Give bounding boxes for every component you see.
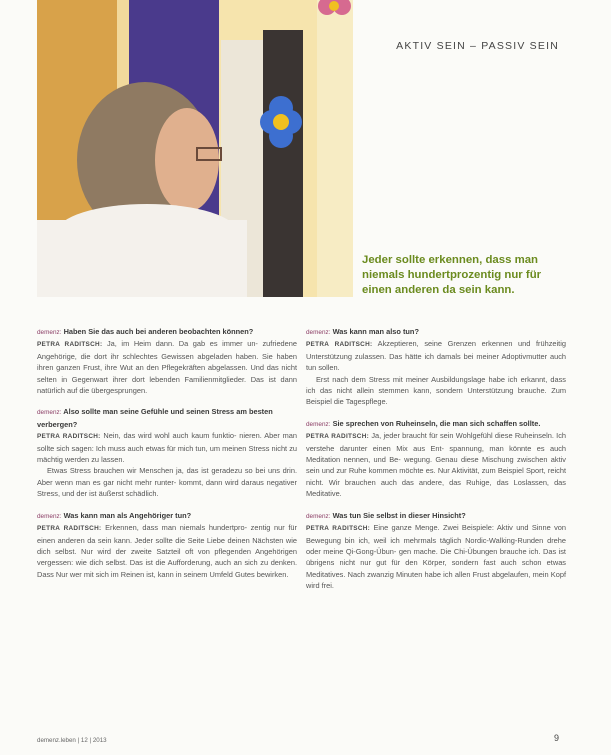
- qa-tag: demenz:: [37, 512, 62, 520]
- portrait-photo: [37, 0, 353, 297]
- right-column: [306, 326, 566, 602]
- footer-credit: demenz.leben | 12 | 2013: [37, 737, 107, 744]
- answer: PETRA RADITSCH: Erkennen, dass man niemals hundertpro- zentig nur für einen anderen da sein kann. Jeder sollte die Seite Liebe deinen Nächsten wie dich selbst. Nur wird der zweite Satzteil oft von pflegenden Angehörigen vergessen: wie dich selbst. Das ist die Aufforderung, auch an sich zu denken. Dass Nur wer mit sich im Reinen ist, kann in seinem Umfeld Gutes bewirken.: [37, 523, 297, 579]
- qa-tag: demenz:: [306, 512, 331, 520]
- question: demenz: Also sollte man seine Gefühle und seinen Stress am besten verbergen?: [37, 407, 273, 429]
- answer: PETRA RADITSCH: Eine ganze Menge. Zwei Beispiele: Aktiv und Sinne von Bewegung bin ich, weil ich mehrmals täglich Nordic-Walking-Runden drehe oder meine Qi-Gong-Übun- gen mache. Die Chi-Übungen brauche ich. Das ist übrigens nicht nur gut für den Körper, sondern fast auch schon etwas Meditatives. Nach zwanzig Minuten habe ich allen Frust abgelaufen, mein Kopf wird frei.: [306, 523, 566, 591]
- speaker-label: PETRA RADITSCH:: [306, 341, 373, 349]
- question: demenz: Was tun Sie selbst in dieser Hinsicht?: [306, 510, 466, 520]
- question: demenz: Was kann man als Angehöriger tun?: [37, 510, 192, 520]
- speaker-label: PETRA RADITSCH:: [37, 433, 101, 441]
- left-column: [37, 326, 297, 590]
- question: demenz: Haben Sie das auch bei anderen beobachten können?: [37, 327, 254, 336]
- qa-tag: demenz:: [306, 329, 331, 336]
- speaker-label: PETRA RADITSCH:: [306, 433, 370, 441]
- answer: PETRA RADITSCH: Akzeptieren, seine Grenzen erkennen und frühzeitig Unterstützung zulassen. Das hätte ich damals bei meiner Adoptivmutter auch tun sollen.: [306, 339, 566, 373]
- qa-tag: demenz:: [37, 409, 62, 417]
- question: demenz: Was kann man also tun?: [306, 327, 419, 336]
- answer: PETRA RADITSCH: Ja, im Heim dann. Da gab es immer un- zufriedene Angehörige, die dort ihr schlechtes Gewissen abgeladen haben. Sie haben ihren ganzen Frust, ihre Wut an den Pflegekräften abgelassen. Und das nicht selten in Gegenwart ihrer dort lebenden Familienmitglieder. Das ist dann natürlich auf die übergesprungen.: [37, 339, 298, 396]
- question: demenz: Sie sprechen von Ruheinseln, die man sich schaffen sollte.: [306, 418, 541, 428]
- pull-quote: Jeder sollte erkennen, dass man niemals hundertprozentig nur für einen anderen da sein kann.: [362, 254, 542, 296]
- answer: PETRA RADITSCH: Ja, jeder braucht für sein Wohlgefühl diese Ruheinseln. Ich verstehe darunter einen Mix aus Ent- spannung, man könnte es auch Meditation nennen, und Be- wegung. Genau diese Mischung zwischen aktiv sein und zur Ruhe kommen möchte es. Nur Aktivität, zum Beispiel Sport, reicht nicht. Wir brauchen auch das andere, das Ruhige, das Loslassen, das Meditative.: [306, 431, 566, 499]
- page-number: 9: [553, 733, 559, 743]
- speaker-label: PETRA RADITSCH:: [37, 341, 103, 349]
- speaker-label: PETRA RADITSCH:: [306, 525, 371, 533]
- qa-tag: demenz:: [37, 329, 62, 336]
- qa-tag: demenz:: [306, 420, 331, 428]
- speaker-label: PETRA RADITSCH:: [37, 525, 102, 533]
- answer: PETRA RADITSCH: Nein, das wird wohl auch kaum funktio- nieren. Aber man sollte sich sagen: Ich muss auch etwas für mich tun, um meinen Stress nicht zu mächtig werden zu lassen.: [37, 431, 297, 465]
- answer-paragraph: Etwas Stress brauchen wir Menschen ja, das ist geradezu so bei uns drin. Aber wenn man es gar nicht mehr runter- kommt, dann wird daraus negativer Stress, und der ist äußerst schädlich.: [37, 466, 297, 499]
- answer-paragraph: Erst nach dem Stress mit meiner Ausbildungslage habe ich erkannt, dass ich das nicht allein stemmen kann, sondern Unterstützung brauche. Zum Beispiel die Tagespflege.: [306, 374, 566, 407]
- article-photo: [37, 0, 353, 297]
- section-label: AKTIV SEIN – PASSIV SEIN: [396, 40, 559, 52]
